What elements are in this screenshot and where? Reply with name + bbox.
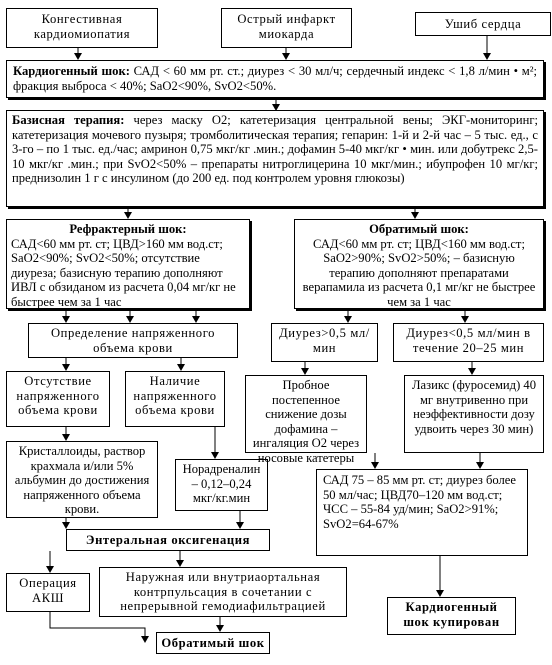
crystalloids-label: Кристаллоиды, раствор крахмала и/или 5% альбумин до достижения напряженного объема крови. (14, 444, 150, 517)
target-values-box (316, 469, 528, 556)
diuresis-low-label: Диурез<0,5 мл/мин в течение 20–25 мин (406, 326, 531, 355)
diuresis-low-box (393, 323, 544, 362)
crystalloids-box (6, 441, 158, 518)
target-label: САД 75 – 85 мм рт. ст; диурез более 50 мл/час; ЦВД70–120 мм вод.ст; ЧСС – 55-84 уд/мин; SaO2>91%; SvO2=64-67% (323, 473, 516, 531)
counterpulsation-box (99, 567, 347, 617)
has-volume-label: Наличие напряженного объема крови (133, 374, 217, 418)
enteral-oxygenation-box (66, 529, 270, 551)
counterpulsation-label: Наружная или внутриаортальная контрпульсация в сочетании с непрерывной гемодиафильтрацией (120, 570, 326, 614)
cause1-label: Конгестивная кардиомиопатия (33, 12, 131, 41)
volume-label: Определение напряженного объема крови (50, 326, 216, 355)
has-volume-box (125, 371, 225, 427)
no-volume-box (6, 371, 110, 427)
no-volume-label: Отсутствие напряженного объема крови (16, 374, 100, 418)
noradrenaline-label: Норадреналин – 0,12–0,24 мкг/кг.мин (182, 462, 261, 506)
cause-acute-infarction (221, 8, 352, 48)
cause-congestive-cardiomyopathy (6, 8, 158, 48)
shock-text: САД < 60 мм рт. ст.; диурез < 30 мл/ч; сердечный индекс < 1,8 л/мин • м²; фракция выброса < 40%; SaO2<90%, SvO2<50%. (13, 64, 537, 93)
refractory-text: САД<60 мм рт. ст; ЦВД>160 мм вод.ст; SaO2<90%; SvO2<50%; отсутствие диуреза; базисную терапию дополняют ИВЛ с обзиданом из расчета 0,04 мг/кг не быстрее чем за 1 час (11, 236, 236, 309)
refractory-shock-box (6, 219, 250, 309)
trial-reduction-box (245, 375, 367, 465)
shock-title: Кардиогенный шок: (13, 64, 130, 78)
basic-title: Базисная терапия: (12, 113, 125, 127)
lasix-box (404, 375, 544, 453)
cardiogenic-shock-box (6, 60, 544, 98)
refractory-title: Рефрактерный шок: (69, 222, 187, 236)
cause-heart-contusion (415, 12, 551, 36)
basic-therapy-box (6, 110, 544, 207)
reversible-shock-box (294, 219, 544, 309)
lasix-label: Лазикс (фуросемид) 40 мг внутривенно при неэффективности дозу удвоить через 30 мин) (411, 378, 537, 436)
reversible-text: САД<60 мм рт. ст; ЦВД<160 мм вод.ст; SaO2>90%; SvO2>50%; – базисную терапию дополняют препаратами верапамила из расчета 0,1 мг/кг не быстрее чем за 1 час (302, 236, 536, 309)
cause2-label: Острый инфаркт миокарда (237, 12, 336, 41)
diuresis-high-label: Диурез>0,5 мл/мин (279, 326, 370, 355)
reversible-title: Обратимый шок: (369, 222, 469, 236)
result-reversible-box (156, 632, 270, 654)
cause3-label: Ушиб сердца (444, 17, 522, 31)
diuresis-high-box (271, 323, 378, 362)
oxygenation-label: Энтеральная оксигенация (85, 533, 251, 547)
operation-box (6, 573, 90, 612)
basic-text: через маску O2; катетеризация центральной вены; ЭКГ-мониторинг; катетеризация мочевого пузыря; тромболитическая терапия; гепарин: 1-й и 2-й час – 5 тыс. ед., с 3-го – по 1 тыс. ед./час; амринон 0,75 мкг/кг .мин.; дофамин 5-40 мкг/кг • мин. или добутрекс 2,5-10 мкг/кг .мин.; при SvO2<50% – препараты нитроглицерина 10 мкг/мин.; ибупрофен 10 мг/кг; преднизолин 1 г с инсулином (до 200 ед. под контролем уровня глюкозы) (12, 113, 538, 186)
result-reversible-label: Обратимый шок (161, 636, 265, 650)
volume-determination-box (28, 323, 238, 358)
noradrenaline-box (175, 459, 268, 511)
operation-label: Операция АКШ (19, 576, 77, 605)
trial-label: Пробное постепенное снижение дозы дофамина – ингаляция O2 через носовые катетеры (252, 378, 360, 465)
result-stopped-box (387, 597, 516, 635)
result-stopped-label: Кардиогенный шок купирован (403, 600, 500, 629)
